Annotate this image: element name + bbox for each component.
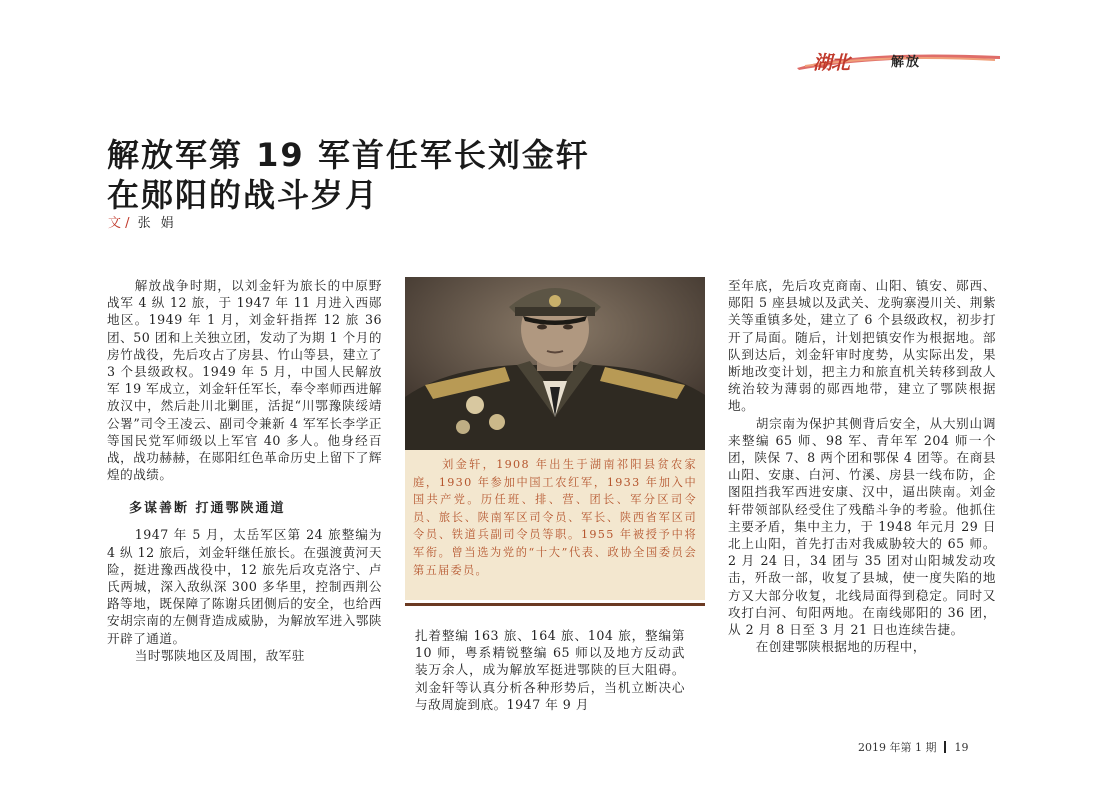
text-column-2: [415, 627, 685, 713]
caption-text: 刘金轩，1908 年出生于湖南祁阳县贫农家庭，1930 年参加中国工农红军，1933 年加入中国共产党。历任班、排、营、团长、军分区司令员、旅长、陕南军区司令员、军长、陕西省军区司令员、铁道兵副司令员等职。1955 年被授予中将军衔。曾当选为党的“十大”代表、政协全国委员会第五届委员。: [413, 458, 697, 577]
magazine-logo: 湖北: [813, 52, 850, 74]
portrait-illustration: [405, 277, 705, 450]
paragraph: 当时鄂陕地区及周围，敌军驻: [134, 647, 305, 663]
portrait-photo: [405, 277, 705, 450]
paragraph: 1947 年 5 月，太岳军区第 24 旅整编为 4 纵 12 旅后，刘金轩继任旅长。在强渡黄河天险，挺进豫西战役中，12 旅先后攻克洛宁、卢氏两城，深入敌纵深 300 多华里，控制西荆公路等地，既保障了陈谢兵团侧后的安全，也给西安胡宗南的左侧背造成威胁，为解放军进入鄂陕开辟了通道。: [107, 527, 382, 646]
article-title-line2: 在郧阳的战斗岁月: [107, 176, 380, 214]
text-column-3: [728, 277, 996, 655]
byline-prefix: 文 /: [108, 216, 134, 231]
section-subheading: 多谋善断 打通鄂陕通道: [129, 501, 286, 517]
paragraph: 解放战争时期，以刘金轩为旅长的中原野战军 4 纵 12 旅，于 1947 年 11 月进入西郧地区。1949 年 1 月，刘金轩指挥 12 旅 36 团、50 团和上关独立团，发动了为期 1 个月的房竹战役，先后攻占了房县、竹山等县，建立了 3 个县级政权。1949 年 5 月，中国人民解放军 19 军成立，刘金轩任军长，奉令率师西进解放汉中，然后赴川北剿匪，活捉“川鄂豫陕绥靖公署”司令王凌云、副司令兼新 4 军军长李学正等国民党军师级以上军官 40 多人。他身经百战，战功赫赫，在郧阳红色革命历史上留下了辉煌的战绩。: [107, 278, 382, 483]
section-label: 解放: [891, 55, 922, 70]
paragraph: 扎着整编 163 旅、164 旅、104 旅，整编第 10 师，粤系精锐整编 65 师以及地方反动武装万余人，成为解放军挺进鄂陕的巨大阻碍。刘金轩等认真分析各种形势后，当机立断决心与敌周旋到底。1947 年 9 月: [415, 628, 685, 712]
page-number: 19: [954, 741, 969, 754]
author-name: 张娟: [137, 216, 184, 231]
section-banner: [795, 44, 1000, 74]
byline: [108, 212, 184, 231]
photo-caption: [405, 450, 705, 600]
text-column-1: [107, 277, 382, 664]
folio-divider: [944, 741, 946, 753]
page-folio: [858, 739, 968, 755]
caption-divider: [405, 603, 705, 606]
paragraph: 胡宗南为保护其侧背后安全，从大别山调来整编 65 师、98 军、青年军 204 师一个团，陕保 7、8 两个团和鄂保 4 团等。在商县山阳、安康、白河、竹溪、房县一线布防，企图阻挡我军西进安康、汉中，逼出陕南。刘金轩带领部队经受住了残酷斗争的考验。他抓住主要矛盾，集中主力，于 1948 年元月 29 日北上山阳，首先打击对我威胁较大的 65 师。2 月 24 日，34 团与 35 团对山阳城发动攻击，歼敌一部，收复了县城，使一度失陷的地方又大部分收复，北线局面得到稳定。同时又攻打白河、旬阳两地。在南线郧阳的 36 团，从 2 月 8 日至 3 月 21 日也连续告捷。: [728, 415, 996, 638]
paragraph: 至年底，先后攻克商南、山阳、镇安、郧西、郧阳 5 座县城以及武关、龙驹寨漫川关、荆紫关等重镇多处，建立了 6 个县级政权，初步打开了局面。随后，计划把镇安作为根据地。部队到达后，刘金轩审时度势，从实际出发，果断地改变计划，把主力和旅直机关转移到敌人统治较为薄弱的郧西地带，建立了鄂陕根据地。: [728, 278, 996, 414]
article-title-line1: 解放军第 19 军首任军长刘金轩: [107, 136, 590, 174]
paragraph: 在创建鄂陕根据地的历程中，: [755, 639, 926, 655]
issue-label: 2019 年第 1 期: [858, 741, 937, 754]
